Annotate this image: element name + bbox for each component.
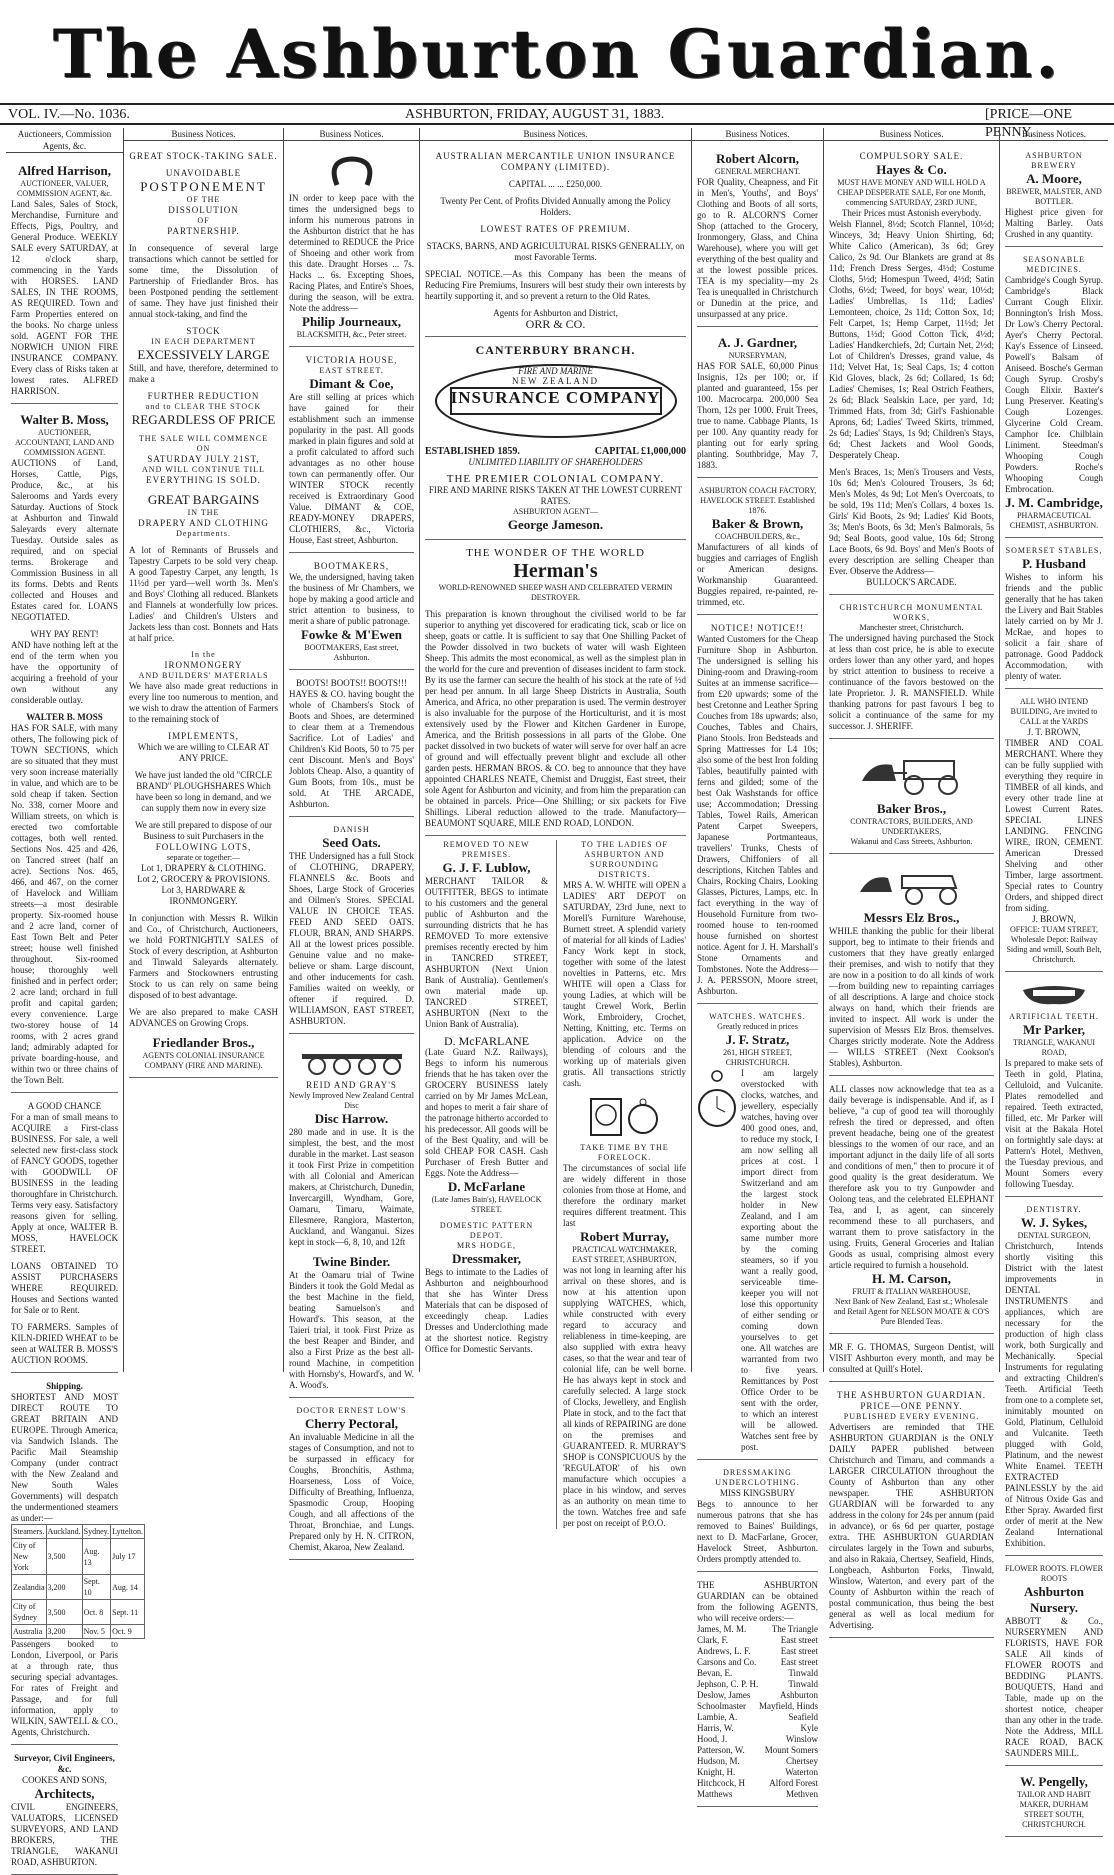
column-3: [284, 128, 420, 1552]
ad-name: Messrs Elz Bros.,: [863, 910, 960, 925]
ad-cherry-pectoral: DOCTOR ERNEST LOW'S Cherry Pectoral, An invaluable Medicine in all the stages of Consumption, and not to be surpassed in efficacy for Coughs, Bronchitis, Asthma, Hoarseness, Loss of Voice, Difficulty of Breathing, Influenza, Spasmodic Croup, Hooping Cough, and all affections of the Throat, Bronchiae, and Lungs. Prepared only by H. N. CITRON, Chemist, Akaroa, New Zealand.: [289, 1402, 414, 1560]
ad-name: Philip Journeaux,: [302, 314, 401, 329]
ad-good-chance: A GOOD CHANCE For a man of small means to ACQUIRE a First-class BUSINESS. For sale, a well selected new first-class stock of FANCY GOODS, together with GOODWILL OF BUSINESS in the leading thoroughfare in Christchurch. Terms very easy. Satisfactory reasons given for selling. Apply at once, WALTER B. MOSS, HAVELOCK STREET. LOANS OBTAINED TO ASSIST PURCHASERS WHERE REQUIRED. Houses and Sections wanted for Sale or to Rent. TO FARMERS. Samples of KILN-DRIED WHEAT to be seen at WALTER B. MOSS'S AUCTION ROOMS.: [11, 1097, 118, 1373]
ad-guardian-agents: THE ASHBURTON GUARDIAN can be obtained from the following AGENTS, who will receive orders:— James, M. M. The Triangle Clark, F. East street Andrews, L. F. East street Carsons and Co. East street Bevan, E. Tinwald Jephson, C. P. H. Tinwald Deslow, James Ashburton Schoolmaster Mayfield, Hinds Lambie, A. Seafield Harris, W. Kyle Hood, J. Winslow Patterson, W. Mount Somers Hudson, M. Chertsey Knight, H. Waterton Hitchcock, H Alford Forest Matthews Methven: [697, 1576, 818, 1807]
ad-name: Mr Parker,: [1022, 1022, 1086, 1037]
ad-name: Dimant & Coe,: [309, 376, 394, 391]
ad-herman: THE WONDER OF THE WORLD Herman's WORLD-RENOWNED SHEEP WASH AND CELEBRATED VERMIN DESTROYER. This preparation is known throughout the civilised world to be far superior to anything yet discovered for eradicating tick, scab or lice on sheep, goats or cattle. It is sufficient to say that One Shilling Packet of the Powder dissolved in two buckets of water will wash Eighteen Sheep. This admits the most economical, as well as the simplest plan in the world for the cure and prevention of diseases incident to farm stock. By its use the farmer can secure the health of his stock at the rate of ½d per head per annum. In all large Sheep Districts in Australia, South America, and Africa, no other preparation is used. The vermin destroyer is also invaluable for the purpose of the Horticulturist, and it is most extensively used by the Flower and Kitchen Gardener in Europe, America, and the British possessions in all parts of the Globe. One packet dissolved in two buckets of water will serve for over half an acre of ground and will effectually prevent blight and exclude all other garden pests. HERMAN BROS. & CO. beg to announce that they have appointed CHARLES NEATE, Chemist and Druggist, East street, their sole Agent for Ashburton and vicinity, and from him the preparation can be obtained in parcels. Price—One Shilling; or six packets for Five Shillings. Liberal reduction allowed to the trade. Manufactory—BEAUMONT SQUARE, MILE END ROAD, LONDON.: [425, 544, 686, 836]
list-item: Clark, F. East street: [697, 1635, 818, 1645]
column-6: [692, 128, 824, 1799]
ad-name: P. Husband: [1022, 556, 1086, 571]
table-row: City of Sydney 3,500 Oct. 8 Sept. 11: [12, 1600, 145, 1625]
ad-nz-insurance: CANTERBURY BRANCH. FIRE AND MARINE NEW ZEALAND INSURANCE COMPANY ESTABLISHED 1859. CAPITAL £1,000,000 UNLIMITED LIABILITY OF SHAREHOLDERS THE PREMIER COLONIAL COMPANY. FIRE AND MARINE RISKS TAKEN AT THE LOWEST CURRENT RATES. ASHBURTON AGENT— George Jameson.: [425, 341, 686, 540]
ad-pengelly: W. Pengelly, TAILOR AND HABIT MAKER, DURHAM STREET SOUTH, CHRISTCHURCH.: [1005, 1770, 1103, 1837]
columns: [6, 128, 1108, 1867]
ad-name: Friedlander Bros.,: [152, 1035, 255, 1050]
list-item: Harris, W. Kyle: [697, 1723, 818, 1733]
ad-guardian: THE ASHBURTON GUARDIAN. PRICE—ONE PENNY. PUBLISHED EVERY EVENING. Advertisers are reminded that THE ASHBURTON GUARDIAN is the ONLY DAILY PAPER published between Christchurch and Timaru, and commands a LARGER CIRCULATION throughout the County of Ashburton than any other newspaper. THE ASHBURTON GUARDIAN will be forwarded to any address in the colony for 24s per annum (paid in advance), or 6s 6d per quarter, postage extra. THE ASHBURTON GUARDIAN circulates largely in the Town and suburbs, and also in Rakaia, Chertsey, Seafield, Hinds, Longbeach, Ashburton Forks, Tinwald, Winslow, Waterton, and every part of the County of Ashburton within the reach of postal communication, thus being the best general as well as local medium for Advertising.: [829, 1386, 994, 1638]
ad-elz: Messrs Elz Bros., WHILE thanking the public for their liberal support, beg to intimate to their friends and customers that they have greatly enlarged their premises, and wish to notify that they are now in a position to do all kinds of work—from building new to repainting carriages of all descriptions. A large and choice stock always on hand, which their friends are invited to inspect. All work is under the supervision of Messrs Elz Bros. themselves. Charges strictly moderate. Note the Address— WILLS STREET (Next Cookson's Stables), Ashburton.: [829, 858, 994, 1076]
teeth-icon: [1019, 984, 1089, 1008]
pocket-watch-icon: [697, 1068, 737, 1138]
column-heading: Business Notices.: [1000, 128, 1108, 141]
ad-name: Baker & Brown,: [711, 516, 804, 531]
list-item: Matthews Methven: [697, 1789, 818, 1799]
ad-nursery: FLOWER ROOTS. FLOWER ROOTS Ashburton Nursery. ABBOTT & Co., NURSERYMEN AND FLORISTS, HAVE FOR SALE All kinds of FLOWER ROOTS and BEDDING PLANTS. BOUQUETS, Hand and Table, made up on the shortest notice, cheaper than any other in the trade. Note the Address, MILL RACE ROAD, BACK SAUNDERS MILL.: [1005, 1560, 1103, 1766]
ad-carson: ALL classes now acknowledge that tea as a daily beverage is indispensable. And if, as I believe, "a cup of good tea will thoroughly refresh the tired or depressed, and often prevent headache, being one of the greatest blessings to the women of our race, and an important adjunct in the daily life of all sorts and conditions of men," then to procure it of good quality is the great desideratum. We therefore ask you to try Gunpowder and Oolong teas, and the celebrated ELEPHANT Tea, and I, as agent, can sincerely recommend these to all purchasers, and warrant them to prove satisfactory in the using. Fruits, General Groceries and Italian Goods as usual, comprising almost every article required to furnish a household. H. M. Carson, FRUIT & ITALIAN WAREHOUSE, Next Bank of New Zealand, East st.; Wholesale and Retail Agent for NELSON MOATE & CO'S Pure Blended Teas.: [829, 1080, 994, 1334]
ad-ladies-art-depot: TO THE LADIES OF ASHBURTON AND SURROUNDING DISTRICTS. MRS A. W. WHITE will OPEN a LADIES' ART DEPOT on SATURDAY, 23rd June, next to Morell's Furniture Warehouse, Burnett street. A splendid variety of material for all kinds of Ladies' Fancy Work kept in stock, together with some of the latest novelties in Patterns, etc. Mrs WHITE will open a Class for young Ladies, at which will be taught Crewel Work, Berlin Work, Embroidery, Crochet, Netting, Knitting, etc. Terms on application. Advice on the blending of colours and the working up of materials given gratis. All transactions strictly cash. TAKE TIME BY THE FORELOCK. The circumstances of social life are widely different in those colonies from those at Home, and therefore the ordinary market requires different treatment. This last Robert Murray, PRACTICAL WATCHMAKER, EAST STREET, ASHBURTON, was not long in learning after his arrival on these shores, and is now at his attention upon supplying WATCHES, which, while constructed with every regard to accuracy and reliableness in time-keeping, are also supplied with extra heavy cases, so that the wear and tear of colonial life, can be well borne. He has always kept in stock and carefully selected. A large stock of Clocks, Jewellery, and English Plate in stock, and to the fact that all kinds of REPAIRING are done on the premises and GUARANTEED. R. MURRAY'S SHOP is CONSPICUOUS by the 'REGULATOR' of his own manufacture which occupies a place in his window, and serves as an authority on mean time to the town. Watches free and safe per post on receipt of P.O.O.: [556, 840, 686, 1529]
list-item: Schoolmaster Mayfield, Hinds: [697, 1701, 818, 1711]
horseshoe-icon: [322, 155, 382, 189]
list-item: Carsons and Co. East street: [697, 1657, 818, 1667]
ad-kingsbury: DRESSMAKING UNDERCLOTHING. MISS KINGSBURY Begs to announce to her numerous patrons that she has removed to Baines' Buildings, next to D. MacFarlane, Grocer, Havelock Street, Ashburton. Orders promptly attended to.: [697, 1464, 818, 1572]
column-4: [420, 128, 692, 1528]
buggy-icon: [852, 866, 972, 906]
ad-monumental: CHRISTCHURCH MONUMENTAL WORKS, Manchester street, Christchurch. The undersigned having purchased the Stock at less than cost price, he is able to execute orders lower than any other yard, and hopes by strict attention to business to receive a continuance of the favors bestowed on the late Proprietor. J. R. MANSFIELD. While thanking patrons for past favours I beg to solicit a continuance of the same for my successor. J. SHERIFF.: [829, 599, 994, 739]
ad-name: Walter B. Moss,: [20, 412, 109, 427]
column-heading: Business Notices.: [420, 128, 691, 141]
ad-cookes: Surveyor, Civil Engineers, &c. COOKES AND SONS, Architects, CIVIL ENGINEERS, VALUATORS, LICENSED SURVEYORS, AND LAND BROKERS, THE TRIANGLE, WAKANUI ROAD, ASHBURTON.: [11, 1749, 118, 1875]
ad-fowke: BOOTMAKERS, We, the undersigned, having taken the business of Mr Chambers, we hope by making a good article and strict attention to business, to merit a share of public patronage. Fowke & M'Ewen BOOTMAKERS, East street, Ashburton.: [289, 557, 414, 670]
volume-number: VOL. IV.—No. 1036.: [8, 107, 130, 122]
ad-name: Hayes & Co.: [876, 162, 947, 177]
ad-friedlander: GREAT STOCK-TAKING SALE. UNAVOIDABLE POSTPONEMENT OF THE DISSOLUTION OF PARTNERSHIP. In consequence of several large transactions which cannot be settled for some time, the Dissolution of Partnership of Friedlander Bros. has been Postponed pending the settlement of same. They have just finished their annual stock-taking, and find the STOCK IN EACH DEPARTMENT EXCESSIVELY LARGE Still, and have, therefore, determined to make a FURTHER REDUCTION and to CLEAR THE STOCK REGARDLESS OF PRICE THE SALE WILL COMMENCE ON SATURDAY JULY 21ST, AND WILL CONTINUE TILL EVERYTHING IS SOLD. GREAT BARGAINS IN THE DRAPERY AND CLOTHING Departments. A lot of Remnants of Brussels and Tapestry Carpets to be sold very cheap. A good Tapestry Carpet, any length, 1s 11½d per yard—well worth 3s. Men's and Boys' Clothing all reduced. Blankets and Flannels at wonderfully low prices. Ladies' and Children's Ulsters and Jackets less than cost. Bonnets and Hats at half price. In the IRONMONGERY AND BUILDERS' MATERIALS We have also made great reductions in every line too numerous to mention, and we wish to draw the attention of Farmers to the remaining stock of IMPLEMENTS, Which we are willing to CLEAR AT ANY PRICE. We have just landed the old "CIRCLE BRAND" PLOUGHSHARES Which have been so long in demand, and we can supply them now in every size We are still prepared to dispose of our Business to suit Purchasers in the FOLLOWING LOTS, separate or together:— Lot 1, DRAPERY & CLOTHING. Lot 2, GROCERY & PROVISIONS. Lot 3, HARDWARE & IRONMONGERY. In conjunction with Messrs R. Wilkin and Co., of Christchurch, Auctioneers, we hold FORTNIGHTLY SALES of Stock of every description, at Ashburton and Tinwald Saleyards alternately. Farmers and Stockowners entrusting Stock to us can rely on same being disposed of to best advantage. We are also prepared to make CASH ADVANCES on Growing Crops. Friedlander Bros., AGENTS COLONIAL INSURANCE COMPANY (FIRE AND MARINE).: [129, 147, 278, 1078]
ad-cambridge: SEASONABLE MEDICINES. Cambridge's Cough Syrup. Cambridge's Black Currant Cough Elixir. Bonnington's Irish Moss. Dr Low's Cherry Pectoral. Ayer's Cherry Pectoral. Kay's Essence of Linseed. Powell's Balsam of Aniseed. Bosche's German Cough Syrup. Crosby's Cough Elixir. Baxter's Lung Preserver. Keating's Cough Lozenges. Glycerine Cold Cream. Camphor Ice. Chilblain Liniment. Steedman's Whooping Cough Powders. Roche's Whooping Cough Embrocation. J. M. Cambridge, PHARMACEUTICAL CHEMIST, ASHBURTON.: [1005, 251, 1103, 538]
list-item: Bevan, E. Tinwald: [697, 1668, 818, 1678]
ad-lublow: REMOVED TO NEW PREMISES. G. J. F. Lublow, MERCHANT TAILOR & OUTFITTER, BEGS to intimate to his customers and the general public of Ashburton and the surrounding districts that he has REMOVED To more extensive premises recently erected by him in TANCRED STREET, ASHBURTON (Next Union Bank of Australia). Gentlemen's own material made up. TANCRED STREET, ASHBURTON (Next to the Union Bank of Australia). D. McFARLANE (Late Guard N.Z. Railways), Begs to inform his numerous friends that he has taken over the GROCERY BUSINESS lately carried on by Mr James McLean, and hopes to merit a fair share of the patronage hitherto accorded to his predecessor. All goods will be of the Best Quality, and will be sold CHEAP FOR CASH. Cash Purchaser of Fresh Butter and Eggs. Note the Address— D. McFarlane (Late James Bain's), HAVELOCK STREET. DOMESTIC PATTERN DEPOT. MRS HODGE, Dressmaker, Begs to intimate to the Ladies of Ashburton and neighbourhood that she has Winter Dress Materials that can be disposed of exceedingly cheap. Ladies Dresses and Underclothing made at the shortest notice. Registry Office for Domestic Servants.: [425, 840, 548, 1354]
column-heading: Business Notices.: [692, 128, 823, 141]
list-item: Lambie, A. Seafield: [697, 1712, 818, 1722]
insurance-emblem: FIRE AND MARINE NEW ZEALAND INSURANCE COMPANY: [431, 360, 681, 442]
column-heading: Business Notices.: [284, 128, 419, 141]
ad-name: Robert Alcorn,: [715, 151, 800, 166]
table-row: City of New York 3,500 Aug. 13 July 17: [12, 1539, 145, 1575]
ad-name: Baker Bros.,: [876, 801, 947, 816]
ad-boots: BOOTS! BOOTS!! BOOTS!!! HAYES & CO. having bought the whole of Chambers's Stock of Boots and Shoes, are determined to clear them at a Tremendous Sacrifice. Lot of Ladies' and Children's Kid Boots, 50 to 75 per cent Discount. Men's and Boys' Joblots Cheap. Also, a quantity of Gum Boots, from 10s., must be sold. At THE ARCADE, Ashburton.: [289, 674, 414, 817]
ad-name: A. J. Gardner,: [717, 335, 798, 350]
ad-baker-brown: ASHBURTON COACH FACTORY, HAVELOCK STREET. Established 1876. Baker & Brown, COACHBUILDERS, &c., Manufacturers of all kinds of buggies and carriages of English or American designs. Workmanship Guaranteed. Buggies repaired, re-painted, re-trimmed, etc.: [697, 482, 818, 615]
ad-alcorn: Robert Alcorn, GENERAL MERCHANT. FOR Quality, Cheapness, and Fit in Men's, Youths', and Boys' Clothing and Boots of all sorts, go to R. ALCORN'S Corner Shop (attached to the Grocery, Ironmongery, Glass, and China Warehouse), where you will get everything of the best quality and at the lowest possible prices. TEA is my speciality—my 2s Tea is unequalled in Christchurch or Dunedin at the price, and unsurpassed at any price.: [697, 147, 818, 327]
ad-dimant: VICTORIA HOUSE, EAST STREET. Dimant & Coe, Are still selling at prices which have gained for their establishment such an immense popularity in the past. All goods marked in plain figures and sold at a profit calculated to afford such advantages as no other house town can permanently offer. Our WINTER STOCK recently received is Extraordinary Good Value. DIMANT & COE, READY-MONEY DRAPERS, CLOTHIERS, &c., Victoria House, East street, Ashburton.: [289, 351, 414, 553]
column-7: [824, 128, 1000, 1630]
ad-name: George Jameson.: [507, 517, 604, 532]
split-ads: [425, 840, 686, 1529]
ad-husband: SOMERSET STABLES, P. Husband Wishes to inform his friends and the public generally that he has taken the Livery and Bait Stables lately carried on by Mr J. McRae, and hopes to solicit a fair share of patronage. Good Paddock Accommodation, with plenty of water.: [1005, 542, 1103, 689]
ad-shipping: Shipping. SHORTEST AND MOST DIRECT ROUTE TO GREAT BRITAIN AND EUROPE. Through America, via Sandwich Islands. The Pacific Mail Steamship Company (under contract with the New Zealand and New South Wales Governments) will despatch the undermentioned steamers as under:— Steamers. Auckland. Sydney. Lyttelton. City of New York 3,500 Aug. 13 July 17 Zealandia 3,200 Sept. 10 Aug. 14 City of Sydney 3,500 Oct. 8 Sept. 11 Australia 3,200 Nov. 5 Oct. 9 Passengers booked to London, Liverpool, or Paris at a through rate, thus securing special advantages. For rates of Freight and Passage, and for full information, apply to WILKIN, SAWTELL & CO., Agents, Christchurch.: [11, 1377, 118, 1745]
harrow-illustration-icon: [297, 1046, 407, 1076]
column-8: [1000, 128, 1108, 1829]
ad-parker: ARTIFICIAL TEETH. Mr Parker, TRIANGLE, WAKANUI ROAD, Is prepared to make sets of Teeth in gold, Platina, Celluloid, and Vulcanite. Plates remodelled and repaired. Teeth extracted, filled, etc. Mr Parker will visit at the Bakala Hotel on fortnightly sale days: at Pattern's Hotel, Methven, the Tuesday previous, and Mount Somers every following Tuesday.: [1005, 976, 1103, 1197]
list-item: Patterson, W. Mount Somers: [697, 1745, 818, 1755]
ad-sykes: DENTISTRY. W. J. Sykes, DENTAL SURGEON, Christchurch, Intends shortly visiting this District with the latest improvements in DENTAL INSTRUMENTS and appliances, which are necessary for the production of high class work, both Surgically and Mechanically. Special Instruments for regulating and extracting Children's Teeth. Artificial Teeth from one to a complete set, inimitably mounted on Gold, Platinum, Celluloid and Vulcanite. Teeth plugged with Gold, Platinum, and the newest White Enamel. TEETH EXTRACTED PAINLESSLY by the aid of Nitrous Oxide Gas and Ether Spray. Awarded first order of merit at the New Zealand International Exhibition.: [1005, 1201, 1103, 1556]
ad-harrison: Alfred Harrison, AUCTIONEER, VALUER, COMMISSION AGENT, &c. Land Sales, Sales of Stock, Merchandise, Furniture and Effects, Pigs, Poultry, and General Produce. WEEKLY SALE every SATURDAY, at 12 o'clock sharp, commencing in the Yards with HORSES. LAND SALES, IN THE ROOMS, AS REQUIRED. Town and Farm Properties entered on the books. No charge unless sold. AGENT FOR THE NORWICH UNION FIRE INSURANCE COMPANY. Every class of Risks taken at lowest rates. ALFRED HARRISON.: [11, 159, 118, 404]
ad-seed-oats: DANISH Seed Oats. THE Undersigned has a full Stock of CLOTHING, DRAPERY, FLANNELS &c. Boots and Shoes, Large Stock of Groceries and Oilmen's Stores. SPECIAL VALUE IN CHOICE TEAS. FEED AND SEED OATS. FLOUR, BRAN, AND SHARPS. All at the lowest prices possible. Genuine value and no make-believe or sham. Large discount, and other inducements for cash. Families waited on weekly, or oftener if required. D. WILLIAMSON, EAST STREET, ASHBURTON.: [289, 821, 414, 1034]
column-heading: Business Notices.: [824, 128, 999, 141]
ad-name: W. J. Sykes,: [1020, 1215, 1088, 1230]
price: [PRICE—ONE PENNY.: [985, 107, 1073, 140]
column-heading: Auctioneers, Commission Agents, &c.: [6, 128, 123, 153]
ad-name: W. Pengelly,: [1020, 1774, 1088, 1789]
column-heading: Business Notices.: [124, 128, 283, 141]
list-item: Hood, J. Winslow: [697, 1734, 818, 1744]
ad-stratz: WATCHES. WATCHES. Greatly reduced in prices J. F. Stratz, 261, HIGH STREET, CHRISTCHURCH. I am largely overstocked with clocks, watches, and jewellery, especially watches, having over 400 good ones, and, to reduce my stock, I am now selling all prices at cost. I import direct from Switzerland and am the largest stock holder in New Zealand, and I am exporting about the same number more by the coming steamers, so if you want a really good, serviceable time-keeper you will not lose this opportunity of either sending or coming down yourselves to get one. All watches are warranted from two to five years. Remittances by Post Office Order to be sent with the order, to which an interest will be allowed. Watches sent free by post.: [697, 1008, 818, 1460]
ad-name: Alfred Harrison,: [18, 163, 111, 178]
shipping-table: Steamers. Auckland. Sydney. Lyttelton. City of New York 3,500 Aug. 13 July 17 Zealandia 3,200 Sept. 10 Aug. 14 City of Sydney 3,500 Oct. 8 Sept. 11 Australia 3,200 Nov. 5 Oct. 9: [11, 1524, 145, 1639]
ad-thomas: MR F. G. THOMAS, Surgeon Dentist, will VISIT Ashburton every month, and may be consulted at Quill's Hotel.: [829, 1338, 994, 1382]
ad-brown: ALL WHO INTEND BUILDING, Are invited to CALL at the YARDS J. T. BROWN, TIMBER AND COAL MERCHANT. Where they can be fully supplied with everything they require in TIMBER of all kinds, and every other trade line at Lowest Current Rates. SPECIAL LINES LANDING. FENCING WIRE, IRON, CEMENT. American Dressed Shelving and other Timber, large assortment. Special rates to Country Orders, and shipped direct from siding. J. BROWN, OFFICE: TUAM STREET, Wholesale Depot: Railway Siding and wmill, South Belt, Christchurch.: [1005, 693, 1103, 972]
place-date: ASHBURTON, FRIDAY, AUGUST 31, 1883.: [405, 107, 665, 122]
ad-gardner: A. J. Gardner, NURSERYMAN, HAS FOR SALE, 60,000 Pinus Insignis, 12s per 100; or, if planted and guaranteed, 15s per 100. Macrocarpa. 200,000 Sea Thorn, 12s per 1000. Fruit Trees, true to name. Cabbage Plants, 1s per 100. Any quantity ready for planting out for early spring planting. Southbridge, May 7, 1883.: [697, 331, 818, 478]
agents-list: [697, 1624, 818, 1800]
ad-name: Fowke & M'Ewen: [300, 627, 403, 642]
ad-baker-bros: Baker Bros., CONTRACTORS, BUILDERS, AND UNDERTAKERS, Wakanui and Cass Streets, Ashburton.: [829, 743, 994, 854]
newspaper-title: The Ashburton Guardian.: [52, 15, 1062, 93]
clock-watch-icon: [585, 1093, 665, 1139]
ad-persson: NOTICE! NOTICE!! Wanted Customers for the Cheap Furniture Shop in Ashburton. The undersigned is selling his Dining-room and Drawing-room Suites at an immense sacrifice—from £20 upwards; some of the best Cretonne and Leather Spring Couches from 18s upwards; also, Couches, Tables and Chairs, Piano Stools. Iron Bedsteads and Spring Mattresses for L4 10s; also some of the best Iron folding Tables, beautifully painted with ferns and gilded; some of the best Oak Washstands for office use; Accommodation; Dressing Tables, Towel Rails, American Patent Carpet Sweepers, Japanese Portmanteaus, travellers' Trunks, Chests of Drawers, Chiffoniers of all descriptions, Kitchen Tables and Chairs, Rocking Chairs, Looking Glasses, Pictures, Lamps, etc. In fact everything in the way of Household Furniture from two-roomed house to ten-roomed house furnished on shortest notice. Agent for J. H. Marshall's Stone Ornaments and Tombstones. Note the Address—J. A. PERSSON, Moore street, Ashburton.: [697, 619, 818, 1004]
table-row: Zealandia 3,200 Sept. 10 Aug. 14: [12, 1575, 145, 1600]
list-item: Knight, H. Waterton: [697, 1767, 818, 1777]
list-item: Hudson, M. Chertsey: [697, 1756, 818, 1766]
column-2: [124, 128, 284, 1372]
ad-moore: ASHBURTON BREWERY A. Moore, BREWER, MALSTER, AND BOTTLER. Highest price given for Malting Barley. Oats Crushed in any quantity.: [1005, 147, 1103, 247]
list-item: Hitchcock, H Alford Forest: [697, 1778, 818, 1788]
list-item: Deslow, James Ashburton: [697, 1690, 818, 1700]
ad-name: G. J. F. Lublow,: [442, 860, 531, 875]
horse-carriage-icon: [852, 751, 972, 797]
ad-name: J. F. Stratz,: [725, 1032, 790, 1047]
ad-name: Robert Murray,: [580, 1229, 669, 1244]
ad-journeaux: IN order to keep pace with the times the undersigned begs to inform his numerous patrons in the Ashburton district that he has determined to REDUCE the Price of Shoeing and other work from this date. Draught Horses ... 7s. Hacks ... 6s. Excepting Shoes, Racing Plates, and Entire's Shoes, during the season, will be extra. Note the address— Philip Journeaux, BLACKSMITH, &c., Peter street.: [289, 147, 414, 347]
ad-reid-gray: REID AND GRAY'S Newly Improved New Zealand Central Disc Disc Harrow. 280 made and in use. It is the simplest, the best, and the most durable in the market. Last season it took First Prize in competition with all Colonial and American makers, at Christchurch, Dunedin, Invercargill, Wyndham, Gore, Oamaru, Timaru, Waimate, Ellesmere, Rangiora, Masterton, Auckland, and Wanganui. Sizes kept in stock—6, 8, 10, and 12ft Twine Binder. At the Oamaru trial of Twine Binders it took the Gold Medal as the best Machine in the field, beating Samuelson's and Howard's. This season, at the Taieri trial, it took First Prize as the best Reaper and Binder, and also a First Prize as the best all-round Machine, in competition with Hornsby's, Howard's, and W. A. Wood's.: [289, 1038, 414, 1398]
ad-name: H. M. Carson,: [871, 1271, 952, 1286]
ad-hayes: COMPULSORY SALE. Hayes & Co. MUST HAVE MONEY AND WILL HOLD A CHEAP DESPERATE SALE, For one Month, commencing SATURDAY, 23RD JUNE, Their Prices must Astonish everybody. Welsh Flannel, 8½d; Scotch Flannel, 10½d; Winceys, 3d; Heavy Union Shirting, 6d; White Calico (American), 3s 6d; Grey Calico, 2s 9d. Our Blankets are grand at 8s 11d; French Dress Serges, 4½d; Costume Cloths, 5½d; Homespun Tweed, 4½d; Satin Cloths, 6½d; Tweed, for boys' wear, 10½d; Ladies' Umbrellas, 1s 11d; Ladies' Lemonteen, choice, 2s 11d; Cotton Sox, 1d; Felt Carpet, 1s; Hemp Carpet, 11½d; Jet Buttons, 1½d; Good Cotton Tick, 4½d; Ladies' Handkerchiefs, 2d; Curtain Net, 2½d; Lot of Children's Dresses, grand value, 4s 11d; Velvet Hat, 1s; Seal Caps, 1s; 4 cotton Kid Gloves, black, 2s 6d; Collared, 1s 6d; Ladies' Chemises, 1s; Real Ostrich Feathers, 2s 6d; Black Sealskin Lace, per yard, 1d; Trimmed Hats, from 3d; Girl's Fashionable Aprons, 6d; Ladies' Tweed Skirts, trimmed, 2s 6d; Ladies' Stays, 1s 9d; Children's Stays, 6d; Chest Jackets and Wool Goods, Desperately Cheap. Men's Braces, 1s; Men's Trousers and Vests, 10s 6d; Men's Coloured Trousers, 3s 6d; Men's Moles, 4s 9d; Lot Men's Overcoats, to be sold, 19s 11d; Men's Collars, 4 boxes 1s. Girls' Kid Boots, 2s 9d; Ladies' Kid Boots, 3s; Men's Boots, 6s 3d; Men's Balmorals, 5s 9d; Seal Boots, good value, 10s 6d; Strong Lace Boots, 6s 9d. Boys' and Men's Boots of every description are selling Cheaper than Ever. Observe the Address— BULLOCK'S ARCADE.: [829, 147, 994, 595]
list-item: James, M. M. The Triangle: [697, 1624, 818, 1634]
list-item: Andrews, L. F. East street: [697, 1646, 818, 1656]
ad-moss: Walter B. Moss, AUCTIONEER, ACCOUNTANT, LAND AND COMMISSION AGENT. AUCTIONS of Land, Horses, Cattle, Pigs, Produce, &c., at his Salerooms and Yards every Saturday. Auctions of Stock at Ashburton and Tinwald Saleyards every alternate Tuesday. Outside sales as required, and on special terms. Brokerage and Commission Business in all its forms. Debts and Rents collected and Houses and Estates cared for. LOANS NEGOTIATED. WHY PAY RENT! AND have nothing left at the end of the term when you have the opportunity of acquiring a freehold of your own without any considerable outlay. WALTER B. MOSS HAS FOR SALE, with many others, The following pick of TOWN SECTIONS, which are so situated that they must very soon increase materially in value, and which are to be sold cheap if taken. Section No. 338, corner Moore and William streets, on which is erected two comfortable cottages, both well rented. Sections Nos. 425 and 426, on Tancred street (half an acre). Sections Nos. 465, 466, and 467, on the corner of Havelock and William streets—a most desirable property. Six-roomed house and 2 acre land, corner of East Town Belt and Peter street; house well finished throughout. Six-roomed house; thoroughly well finished and in perfect order; 2 acre land; orchard in full profit and capital garden; every convenience. Large two-storey house of 14 rooms, with 2 acres grand land; admirably adapted for private boarding-house, and within two or three chains of the Town Belt.: [11, 408, 118, 1093]
ad-name: A. Moore,: [1026, 171, 1082, 186]
ad-mercantile-union: AUSTRALIAN MERCANTILE UNION INSURANCE COMPANY (LIMITED). CAPITAL ... ... £250,000. Twenty Per Cent. of Profits Divided Annually among the Policy Holders. LOWEST RATES OF PREMIUM. STACKS, BARNS, AND AGRICULTURAL RISKS GENERALLY, on most Favorable Terms. SPECIAL NOTICE.—As this Company has been the means of Reducing Fire Premiums, Insurers will best study their own interests by heartily supporting it, and so prevent a return to the Old Rates. Agents for Ashburton and District, ORR & CO.: [425, 147, 686, 337]
ad-name: J. M. Cambridge,: [1005, 495, 1103, 510]
table-row: Australia 3,200 Nov. 5 Oct. 9: [12, 1625, 145, 1639]
masthead: [0, 0, 1114, 118]
list-item: Jephson, C. P. H. Tinwald: [697, 1679, 818, 1689]
column-1: [6, 128, 144, 1867]
